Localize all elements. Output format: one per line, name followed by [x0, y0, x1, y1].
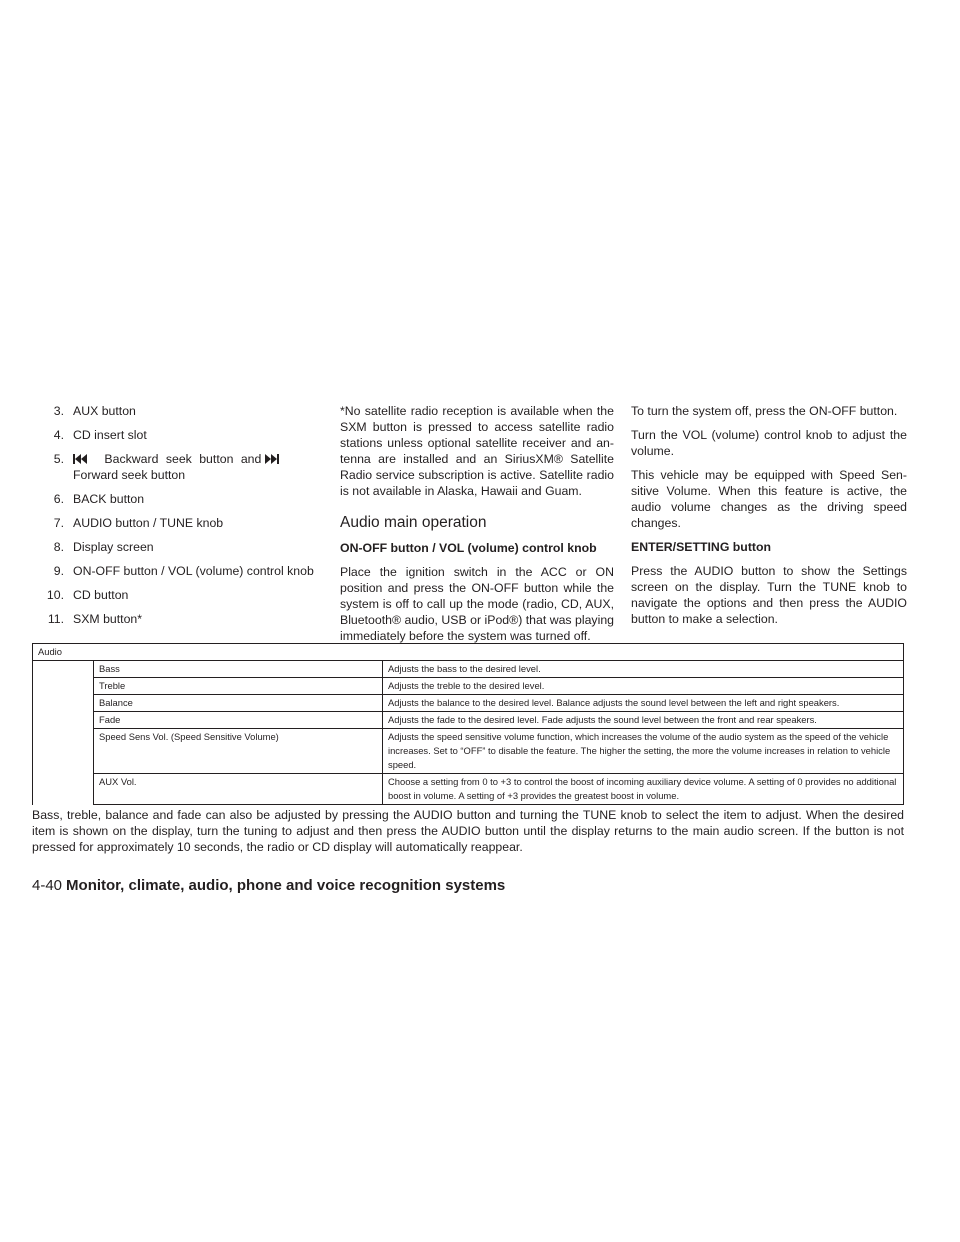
list-item: 4. CD insert slot [53, 428, 147, 442]
setting-description: Choose a setting from 0 to +3 to control the boost of incoming auxiliary device volume. A setting of 0 provides no additional boost in volume. A setting of +3 provides the greatest boost in volume. [383, 774, 904, 805]
table-header: Audio [33, 644, 904, 661]
volume-text: Turn the VOL (volume) control knob to adjust the volume. [631, 428, 907, 458]
section-name: Monitor, climate, audio, phone and voice recognition systems [66, 877, 506, 894]
setting-description: Adjusts the bass to the desired level. [383, 661, 904, 678]
section-title: Audio main operation [340, 514, 487, 531]
onoff-text: Place the ignition switch in the ACC or ON position and press the ON-OFF button while the system is off to call up the mode (radio, CD, AUX, Bluetooth® audio, USB or iPod®) that was playing immediately before the system was turned off. [340, 565, 614, 643]
controls-list-column [32, 403, 327, 635]
setting-description: Adjusts the treble to the desired level. [383, 678, 904, 695]
table-row [33, 678, 904, 695]
table-row [33, 661, 904, 678]
setting-name: Bass [94, 661, 383, 678]
setting-name: Fade [94, 712, 383, 729]
enter-text: Press the AUDIO button to show the Settings screen on the display. Turn the TUNE knob to navigate the options and then press the AUDIO button to make a selection. [631, 564, 907, 626]
list-item: 10. CD button [46, 588, 129, 602]
setting-name: Treble [94, 678, 383, 695]
list-item: 11. SXM button* [47, 612, 143, 626]
table-row [33, 712, 904, 729]
setting-description: Adjusts the speed sensitive volume function, which increases the volume of the audio system as the speed of the vehicle increases. Set to “OFF” to disable the feature. The higher the setting, the more the volume increases in relation to vehicle speed. [383, 729, 904, 774]
list-item: 6. BACK button [53, 492, 145, 506]
middle-column [340, 403, 614, 652]
page-footer [32, 876, 505, 896]
setting-description: Adjusts the fade to the desired level. Fade adjusts the sound level between the front and rear speakers. [383, 712, 904, 729]
turn-off-text: To turn the system off, press the ON-OFF button. [631, 404, 898, 418]
setting-name: Speed Sens Vol. (Speed Sensitive Volume) [94, 729, 383, 774]
table-row [33, 695, 904, 712]
skip-forward-icon [265, 454, 279, 464]
list-item: 9. ON-OFF button / VOL (volume) control knob [53, 564, 314, 578]
onoff-heading: ON-OFF button / VOL (volume) control knob [340, 541, 597, 555]
page-number: 4-40 [32, 877, 63, 894]
table-row [33, 774, 904, 805]
satellite-note: *No satellite radio reception is available when the SXM button is pressed to access satellite radio stations unless optional satellite receiver and antenna are installed and an SiriusXM® Satellite Radio service subscription is active. Satellite radio is not available in Alaska, Hawaii and Guam. [340, 404, 614, 498]
list-item: 3. AUX button [53, 404, 136, 418]
table-header-row [33, 644, 904, 661]
speed-sensitive-text: This vehicle may be equipped with Speed Sensitive Volume. When this feature is active, the audio volume changes as the driving speed changes. [631, 468, 907, 530]
enter-heading: ENTER/SETTING button [631, 540, 772, 554]
setting-name: Balance [94, 695, 383, 712]
table-row [33, 729, 904, 774]
list-item: 8. Display screen [53, 540, 154, 554]
right-column [631, 403, 907, 635]
controls-list [32, 403, 327, 627]
audio-settings-table [32, 643, 904, 805]
adjustment-note: Bass, treble, balance and fade can also be adjusted by pressing the AUDIO button and turning the TUNE knob to select the item to adjust. When the desired item is shown on the display, turn the tuning to adjust and then press the AUDIO button until the display returns to the main audio screen. If the button is not pressed for approximately 10 seconds, the radio or CD display will automatically reappear. [32, 808, 904, 854]
skip-backward-icon [73, 454, 87, 464]
list-item: 7. AUDIO button / TUNE knob [53, 516, 224, 530]
list-item: 5. Backward seek button and Forward seek button [32, 451, 327, 483]
table-indent [33, 661, 94, 805]
setting-description: Adjusts the balance to the desired level. Balance adjusts the sound level between the left and right speakers. [383, 695, 904, 712]
setting-name: AUX Vol. [94, 774, 383, 805]
